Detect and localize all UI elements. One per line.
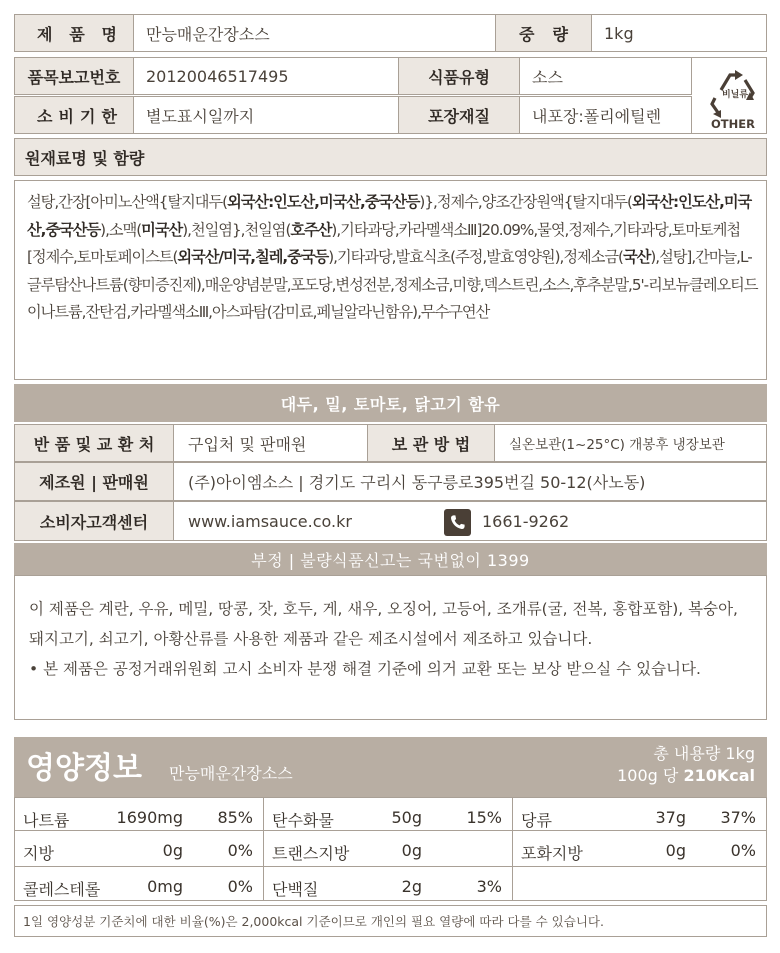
label-char: 기 <box>80 106 96 126</box>
origin-text: 미국산 <box>141 220 183 239</box>
product-name-text: 만능매운간장소스 <box>146 24 270 44</box>
nutrient-name: 당류 <box>521 811 552 830</box>
nutrient-name: 포화지방 <box>521 844 583 863</box>
ingredient-text: ),기타과당,발효식초(주정,발효영양원),정제소금( <box>328 248 623 266</box>
phone-number[interactable] <box>482 512 569 531</box>
footnote-text: 1일 영양성분 기준치에 대한 비율(%)은 2,000kcal 기준이므로 개인의 필요 열량에 따라 다를 수 있습니다. <box>23 914 604 929</box>
consumer-notice-text: • 본 제품은 공정거래위원회 고시 소비자 분쟁 해결 기준에 의거 교환 또는 보상 받으실 수 있습니다. <box>29 660 701 678</box>
label-text: 보 관 방 법 <box>391 434 471 454</box>
maker-value <box>173 462 767 501</box>
nutrient-percent: 3% <box>476 877 502 896</box>
nutrient-amount: 50g <box>391 808 422 827</box>
food-type-label <box>398 57 520 95</box>
label-text: 포장재질 <box>428 106 490 126</box>
nutrient-name: 나트륨 <box>23 811 70 830</box>
weight-text: 1kg <box>604 23 634 43</box>
storage-value <box>494 424 767 462</box>
nutrient-cell <box>263 830 513 867</box>
nutrition-summary <box>617 743 755 787</box>
phone-number-text[interactable]: 1661-9262 <box>482 512 570 531</box>
report-bar <box>14 543 767 576</box>
nutrient-name: 탄수화물 <box>272 811 334 830</box>
origin-text: 호주산 <box>290 220 332 239</box>
nutrient-amount: 0g <box>401 841 422 860</box>
maker-text: (주)아이엠소스 | 경기도 구리시 동구릉로395번길 50-12(사노동) <box>188 473 646 492</box>
nutrient-name: 단백질 <box>272 880 319 899</box>
customer-center-label <box>14 501 174 541</box>
nutrient-amount: 0g <box>665 841 686 860</box>
nutrient-name: 콜레스테롤 <box>23 880 101 899</box>
nutrient-cell <box>14 830 264 867</box>
nutrient-percent: 37% <box>720 808 756 827</box>
recycle-icon <box>699 60 767 132</box>
expiry-text: 별도표시일까지 <box>146 106 255 126</box>
origin-text: 국산 <box>622 248 651 266</box>
ingredients-text <box>14 180 767 380</box>
label-text: 소비자고객센터 <box>39 512 149 532</box>
report-number-value <box>133 57 399 95</box>
weight-label <box>495 14 592 52</box>
label-text: 반 품 및 교 환 처 <box>33 434 155 454</box>
nutrient-cell <box>14 866 264 901</box>
storage-label <box>367 424 495 462</box>
nutrient-percent: 85% <box>217 808 253 827</box>
nutrient-percent: 0% <box>730 841 756 860</box>
nutrient-amount: 1690mg <box>116 808 183 827</box>
product-name-value <box>133 14 496 52</box>
label-text: 식품유형 <box>428 67 490 87</box>
packaging-label <box>398 96 520 134</box>
nutrient-cell <box>263 866 513 901</box>
phone-glyph <box>449 514 466 531</box>
allergy-bar <box>14 384 767 422</box>
allergen-warning-text: 이 제품은 계란, 우유, 메밀, 땅콩, 잣, 호두, 게, 새우, 오징어, 고등어, 조개류(굴, 전복, 홍합포함), 복숭아, 돼지고기, 쇠고기, 아황산류를 사용한 제품과 같은 제조시설에서 제조하고 있습니다. <box>29 600 738 648</box>
total-content: 총 내용량 1kg <box>653 744 755 763</box>
origin-text: 외국산:인도산,미국산,중국산등 <box>227 193 420 211</box>
label-char: 소 <box>37 106 53 126</box>
nutrition-footnote <box>14 905 767 937</box>
origin-text: 외국산:인도산,미국산,중국산등 <box>27 193 752 239</box>
nutrient-amount: 2g <box>401 877 422 896</box>
ingredient-text: )},정제수,양조간장원액{탈지대두( <box>419 193 632 211</box>
per-prefix: 100g 당 <box>617 766 684 785</box>
label-char: 량 <box>552 24 568 44</box>
nutrient-amount: 0mg <box>147 877 183 896</box>
return-value <box>173 424 368 462</box>
nutrient-percent: 15% <box>466 808 502 827</box>
storage-text: 실온보관(1~25°C) 개봉후 냉장보관 <box>509 437 725 453</box>
nutrient-amount: 0g <box>162 841 183 860</box>
recycle-other-text: OTHER <box>711 117 755 131</box>
label-char: 한 <box>101 106 117 126</box>
report-number-label <box>14 57 134 95</box>
recycle-type-text: 비닐류 <box>721 90 749 100</box>
report-number-text: 20120046517495 <box>146 66 289 86</box>
label-char: 품 <box>69 24 85 44</box>
ingredients-heading-text: 원재료명 및 함량 <box>25 148 145 168</box>
return-label <box>14 424 174 462</box>
ingredient-text: 설탕,간장[아미노산액{탈지대두( <box>27 193 228 211</box>
nutrition-title: 영양정보 <box>26 751 142 786</box>
nutrient-cell <box>14 797 264 831</box>
nutrient-amount: 37g <box>655 808 686 827</box>
ingredient-text: ),천일염},천일염( <box>182 220 291 239</box>
nutrient-cell <box>512 866 767 901</box>
packaging-value <box>519 96 692 134</box>
nutrient-cell <box>512 797 767 831</box>
label-char: 제 <box>37 24 53 44</box>
ingredients-heading <box>14 138 767 176</box>
expiry-label <box>14 96 134 134</box>
packaging-text: 내포장:폴리에틸렌 <box>532 106 662 126</box>
website-link[interactable]: www.iamsauce.co.kr <box>188 511 352 531</box>
label-char: 중 <box>519 24 535 44</box>
report-text: 부정 | 불량식품신고는 국번없이 1399 <box>251 551 530 570</box>
food-type-text: 소스 <box>532 67 563 87</box>
product-name-label <box>14 14 134 52</box>
label-text: 제조원 | 판매원 <box>39 473 149 492</box>
nutrition-product: 만능매운간장소스 <box>169 764 293 783</box>
ingredient-text: ),기타과당,카라멜색소Ⅲ]20.09%,물엿,정제수,기타과당,토마토케첩[정제수,토마토페이스트( <box>27 220 741 266</box>
ingredient-text: ),소맥( <box>100 220 142 239</box>
expiry-value <box>133 96 399 134</box>
per-serving <box>617 765 755 787</box>
label-char: 비 <box>58 106 74 126</box>
origin-text: 외국산/미국,칠레,중국등 <box>177 248 329 266</box>
nutrient-percent: 0% <box>227 841 253 860</box>
nutrient-cell <box>263 797 513 831</box>
nutrition-header <box>14 737 767 797</box>
label-text: 품목보고번호 <box>27 67 121 87</box>
allergen-warning <box>14 575 767 720</box>
label-char: 명 <box>101 24 117 44</box>
per-kcal: 210Kcal <box>683 766 755 785</box>
nutrient-name: 지방 <box>23 844 54 863</box>
phone-icon <box>444 509 471 536</box>
weight-value <box>591 14 767 52</box>
nutrient-percent: 0% <box>227 877 253 896</box>
food-type-value <box>519 57 692 95</box>
maker-label <box>14 462 174 501</box>
nutrient-cell <box>512 830 767 867</box>
return-text: 구입처 및 판매원 <box>188 434 307 454</box>
nutrient-name: 트랜스지방 <box>272 844 350 863</box>
ingredient-text: ),설탕],간마늘,L-글루탐산나트륨(향미증진제),매운양념분말,포도당,변성전분,정제소금,미향,덱스트린,소스,후추분말,5'-리보뉴클레오티드이나트륨,잔탄검,카라멜색소Ⅲ,아스파탐(감미료,페닐알라닌함유),무수구연산 <box>27 248 758 321</box>
allergy-text: 대두, 밀, 토마토, 닭고기 함유 <box>280 394 501 414</box>
